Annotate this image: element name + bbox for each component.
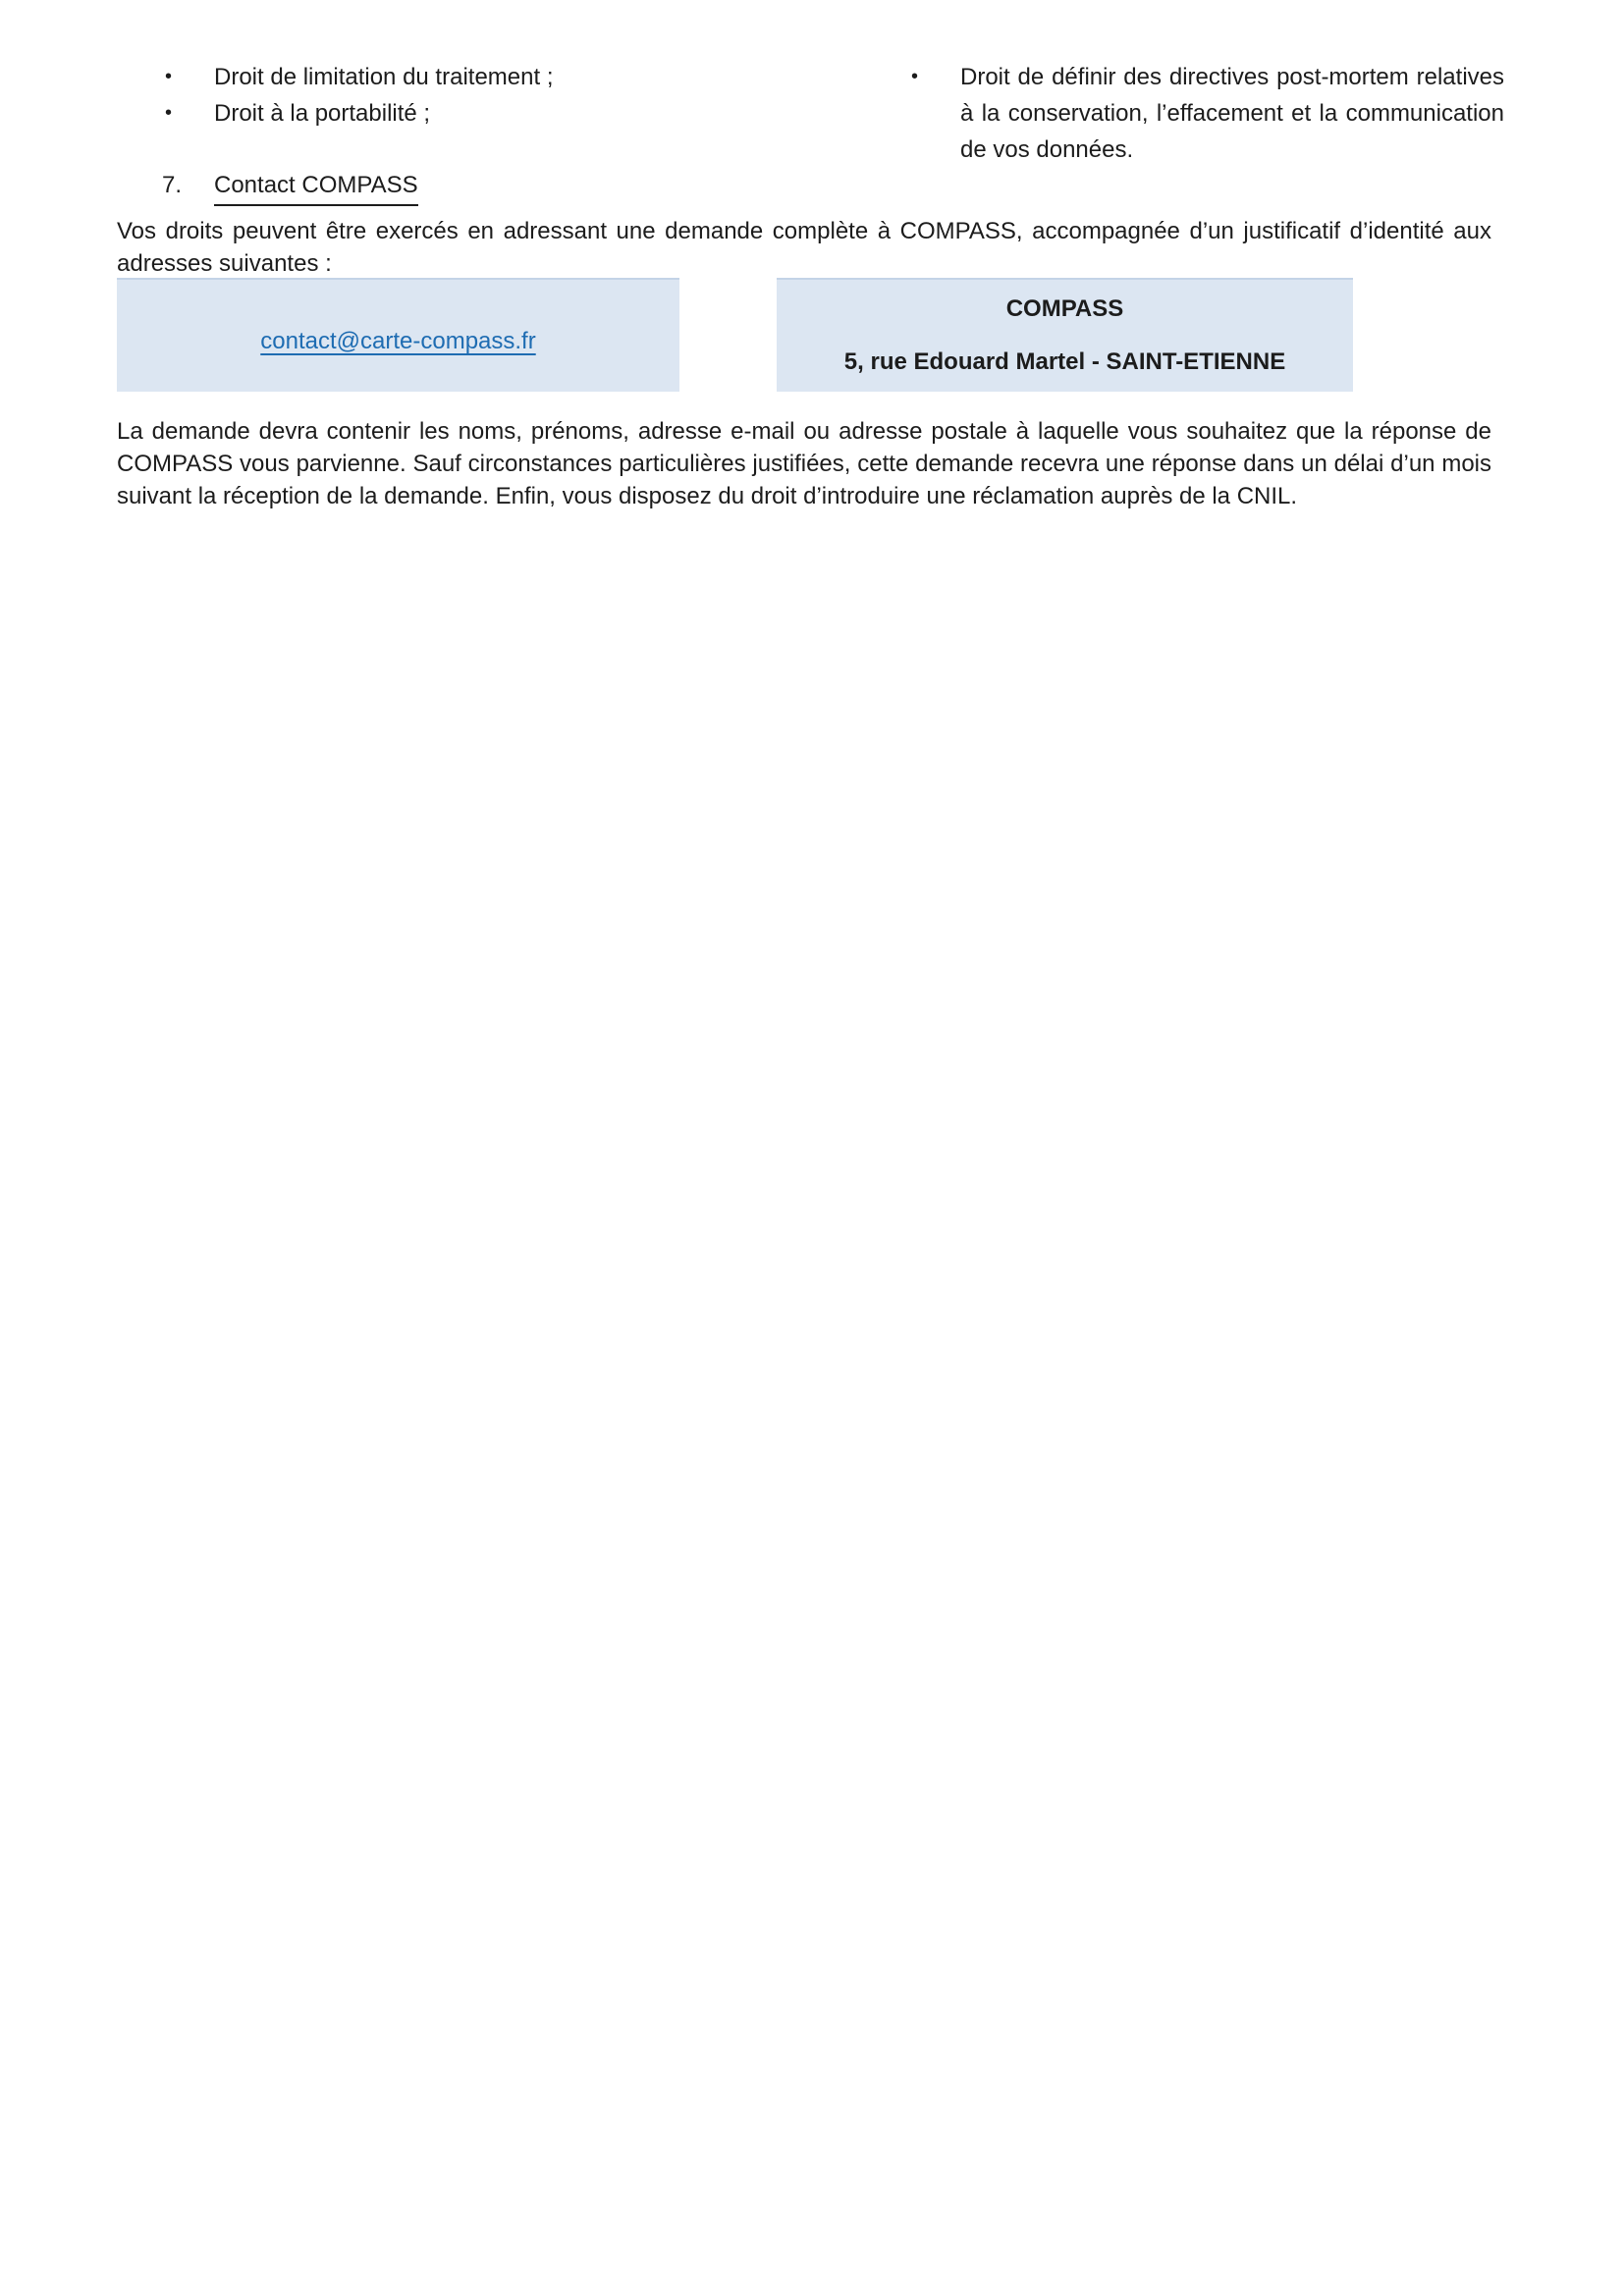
bullet-icon: •	[165, 66, 173, 87]
rights-list-left	[165, 59, 754, 132]
closing-paragraph: La demande devra contenir les noms, prénoms, adresse e-mail ou adresse postale à laquelle vous souhaitez que la réponse de COMPASS vous parvienne. Sauf circonstances particulières justifiées, cette demande recevra une réponse dans un délai d’un mois suivant la réception de la demande. Enfin, vous disposez du droit d’introduire une réclamation auprès de la CNIL.	[117, 418, 1491, 509]
rights-list-right	[911, 59, 1504, 168]
section-heading	[162, 171, 418, 206]
section-number: 7.	[162, 172, 183, 198]
list-item	[911, 59, 1504, 168]
intro-paragraph: Vos droits peuvent être exercés en adressant une demande complète à COMPASS, accompagnée d’un justificatif d’identité aux adresses suivantes :	[117, 218, 1491, 277]
section-title: Contact COMPASS	[214, 171, 418, 206]
email-box	[117, 278, 679, 392]
list-item-text: Droit de définir des directives post-mortem relatives à la conservation, l’effacement et la communication de vos données.	[960, 64, 1504, 163]
company-address: 5, rue Edouard Martel - SAINT-ETIENNE	[843, 348, 1286, 375]
list-item	[165, 95, 754, 132]
list-item-text: Droit de limitation du traitement ;	[214, 64, 554, 90]
bullet-icon: •	[911, 66, 919, 87]
company-name: COMPASS	[1005, 295, 1124, 322]
bullet-icon: •	[165, 102, 173, 124]
email-link[interactable]: contact@carte-compass.fr	[260, 328, 536, 354]
list-item	[165, 59, 754, 95]
list-item-text: Droit à la portabilité ;	[214, 100, 431, 127]
address-box	[777, 278, 1353, 392]
